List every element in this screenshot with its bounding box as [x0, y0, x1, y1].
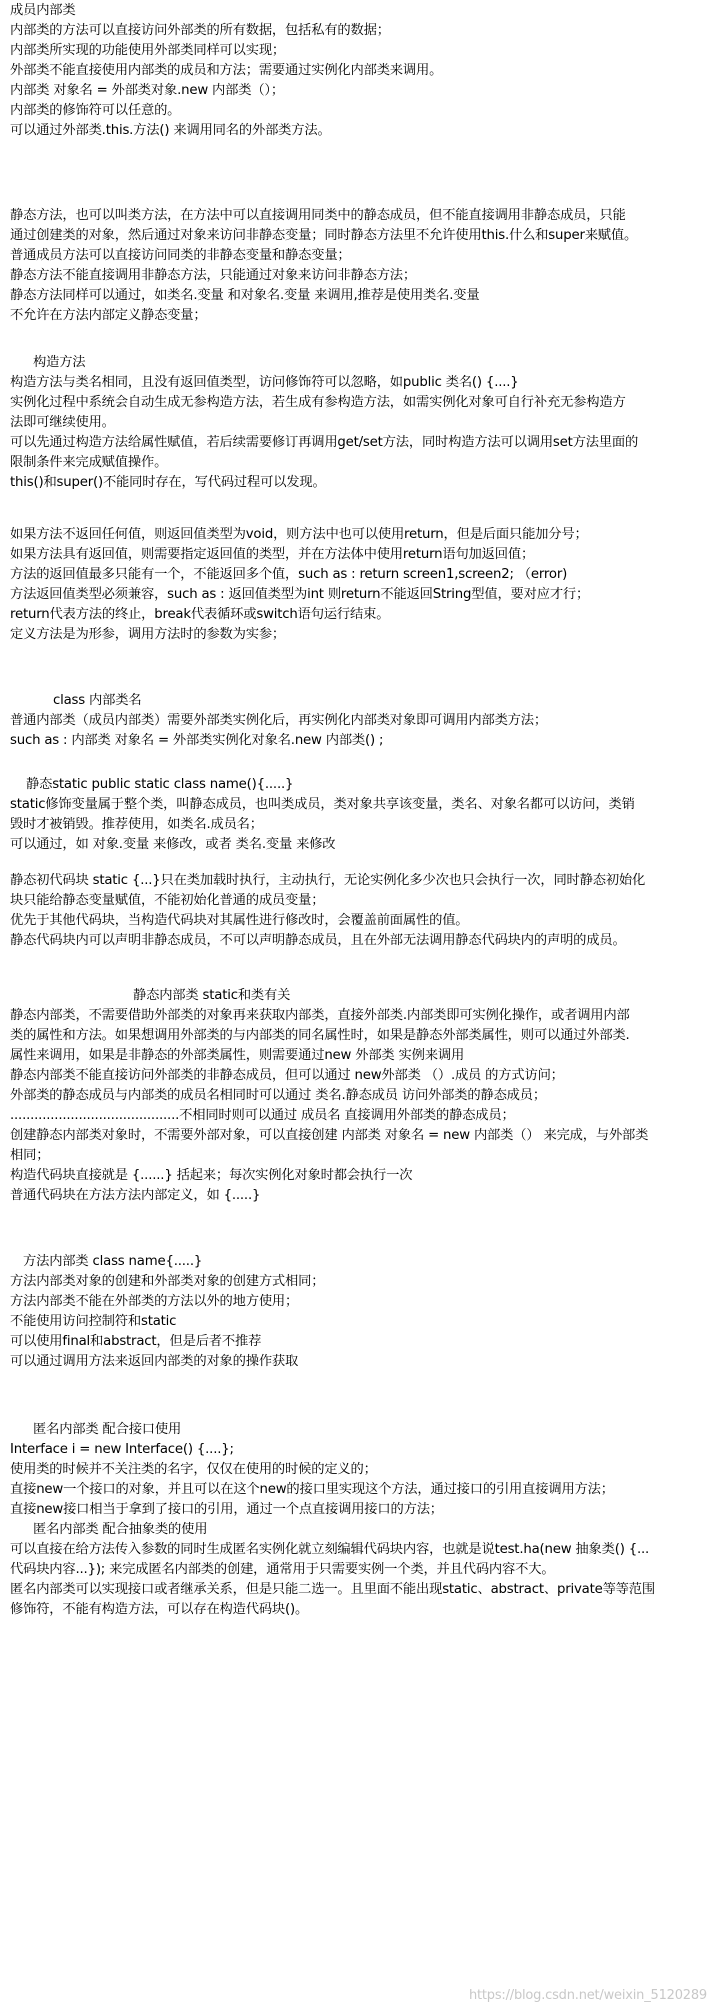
- text-line: 不能使用访问控制符和static: [10, 1314, 177, 1329]
- text-line: 内部类 对象名 = 外部类对象.new 内部类（）；: [10, 83, 284, 98]
- text-line: 方法的返回值最多只能有一个，不能返回多个值，such as : return screen1,screen2; （error): [10, 567, 568, 582]
- heading-member-inner-class: 成员内部类: [10, 3, 76, 18]
- text-line: 内部类所实现的功能使用外部类同样可以实现；: [10, 43, 286, 58]
- heading-method-inner-class: 方法内部类 class name{.....}: [23, 1254, 203, 1269]
- text-line: 方法返回值类型必须兼容，such as : 返回值类型为int 则return不能返回String型值，要对应才行；: [10, 587, 590, 602]
- text-line: 构造方法与类名相同，且没有返回值类型，访问修饰符可以忽略，如public 类名() {....}: [10, 375, 519, 390]
- text-line: 直接new一个接口的对象，并且可以在这个new的接口里实现这个方法，通过接口的引用直接调用方法；: [10, 1482, 614, 1497]
- text-line: 使用类的时候并不关注类的名字，仅仅在使用的时候的定义的；: [10, 1462, 377, 1477]
- text-line: 定义方法是为形参，调用方法时的参数为实参；: [10, 627, 286, 642]
- text-line: 可以通过外部类.this.方法() 来调用同名的外部类方法。: [10, 123, 331, 138]
- text-line: 静态内部类不能直接访问外部类的非静态成员，但可以通过 new外部类 （）.成员 的方式访问；: [10, 1068, 564, 1083]
- text-line: 外部类的静态成员与内部类的成员名相同时可以通过 类名.静态成员 访问外部类的静态成员；: [10, 1088, 546, 1103]
- text-line: 代码块内容...}); 来完成匿名内部类的创建，通常用于只需要实例一个类，并且代码内容不大。: [10, 1562, 555, 1577]
- text-line: 创建静态内部类对象时，不需要外部对象，可以直接创建 内部类 对象名 = new 内部类（） 来完成，与外部类: [10, 1128, 649, 1143]
- text-line: 内部类的方法可以直接访问外部类的所有数据，包括私有的数据；: [10, 23, 390, 38]
- text-line: 通过创建类的对象，然后通过对象来访问非静态变量；同时静态方法里不允许使用this.什么和super来赋值。: [10, 228, 638, 243]
- text-line: 块只能给静态变量赋值，不能初始化普通的成员变量；: [10, 893, 325, 908]
- text-line: 静态代码块内可以声明非静态成员，不可以声明静态成员，且在外部无法调用静态代码块内的声明的成员。: [10, 933, 626, 948]
- text-line: 不允许在方法内部定义静态变量；: [10, 308, 207, 323]
- text-line: 内部类的修饰符可以任意的。: [10, 103, 181, 118]
- text-line: 毁时才被销毁。推荐使用，如类名.成员名；: [10, 817, 263, 832]
- text-line: 普通成员方法可以直接访问同类的非静态变量和静态变量；: [10, 248, 351, 263]
- text-line: 属性来调用，如果是非静态的外部类属性，则需要通过new 外部类 实例来调用: [10, 1048, 465, 1063]
- text-line: Interface i = new Interface() {....};: [10, 1442, 234, 1457]
- text-line: 实例化过程中系统会自动生成无参构造方法，若生成有参构造方法，如需实例化对象可自行补充无参构造方: [10, 395, 626, 410]
- text-line: 构造代码块直接就是 {......} 括起来；每次实例化对象时都会执行一次: [10, 1168, 413, 1183]
- text-line: 外部类不能直接使用内部类的成员和方法；需要通过实例化内部类来调用。: [10, 63, 443, 78]
- heading-static: 静态static public static class name(){.....}: [26, 777, 294, 792]
- heading-static-inner-class: 静态内部类 static和类有关: [133, 988, 291, 1003]
- text-line: 可以使用final和abstract，但是后者不推荐: [10, 1334, 262, 1349]
- text-line: 方法内部类不能在外部类的方法以外的地方使用；: [10, 1294, 299, 1309]
- text-line: 直接new接口相当于拿到了接口的引用，通过一个点直接调用接口的方法；: [10, 1502, 443, 1517]
- text-line: 如果方法不返回任何值，则返回值类型为void，则方法中也可以使用return，但是后面只能加分号；: [10, 527, 588, 542]
- text-line: 相同；: [10, 1148, 50, 1163]
- text-line: 修饰符，不能有构造方法，可以存在构造代码块()。: [10, 1602, 309, 1617]
- text-line: 静态方法同样可以通过，如类名.变量 和对象名.变量 来调用,推荐是使用类名.变量: [10, 288, 480, 303]
- text-line: static修饰变量属于整个类，叫静态成员，也叫类成员，类对象共享该变量，类名、对象名都可以访问，类销: [10, 797, 635, 812]
- text-line: 限制条件来完成赋值操作。: [10, 455, 168, 470]
- heading-class-inner: class 内部类名: [53, 693, 142, 708]
- text-line: 可以通过调用方法来返回内部类的对象的操作获取: [10, 1354, 299, 1369]
- text-line: 方法内部类对象的创建和外部类对象的创建方式相同；: [10, 1274, 325, 1289]
- text-line: 可以直接在给方法传入参数的同时生成匿名实例化就立刻编辑代码块内容，也就是说test.ha(new 抽象类() {...: [10, 1542, 650, 1557]
- text-line: 可以通过，如 对象.变量 来修改，或者 类名.变量 来修改: [10, 837, 336, 852]
- text-line: 法即可继续使用。: [10, 415, 115, 430]
- text-line: this()和super()不能同时存在，写代码过程可以发现。: [10, 475, 326, 490]
- text-line: 静态初代码块 static {...}只在类加载时执行，主动执行，无论实例化多少次也只会执行一次，同时静态初始化: [10, 873, 646, 888]
- text-line: 可以先通过构造方法给属性赋值，若后续需要修订再调用get/set方法，同时构造方法可以调用set方法里面的: [10, 435, 639, 450]
- text-line: 静态方法不能直接调用非静态方法，只能通过对象来访问非静态方法；: [10, 268, 417, 283]
- text-line: 匿名内部类可以实现接口或者继承关系，但是只能二选一。且里面不能出现static、abstract、private等等范围: [10, 1582, 655, 1597]
- heading-anonymous-abstract: 匿名内部类 配合抽象类的使用: [33, 1522, 208, 1537]
- text-line: return代表方法的终止，break代表循环或switch语句运行结束。: [10, 607, 390, 622]
- text-line: 普通代码块在方法方法内部定义，如 {.....}: [10, 1188, 261, 1203]
- text-line: ..........................................不相同时则可以通过 成员名 直接调用外部类的静态成员；: [10, 1108, 515, 1123]
- text-line: 优先于其他代码块，当构造代码块对其属性进行修改时，会覆盖前面属性的值。: [10, 913, 469, 928]
- text-line: 普通内部类（成员内部类）需要外部类实例化后，再实例化内部类对象即可调用内部类方法；: [10, 713, 547, 728]
- text-line: 类的属性和方法。如果想调用外部类的与内部类的同名属性时，如果是静态外部类属性，则可以通过外部类.: [10, 1028, 630, 1043]
- heading-constructor: 构造方法: [33, 355, 86, 370]
- watermark: https://blog.csdn.net/weixin_5120289: [468, 1988, 707, 2003]
- text-line: such as : 内部类 对象名 = 外部类实例化对象名.new 内部类() ;: [10, 733, 384, 748]
- text-line: 静态内部类，不需要借助外部类的对象再来获取内部类，直接外部类.内部类即可实例化操作，或者调用内部: [10, 1008, 630, 1023]
- heading-anonymous-interface: 匿名内部类 配合接口使用: [33, 1422, 182, 1437]
- text-line: 静态方法，也可以叫类方法，在方法中可以直接调用同类中的静态成员，但不能直接调用非静态成员，只能: [10, 208, 626, 223]
- text-line: 如果方法具有返回值，则需要指定返回值的类型，并在方法体中使用return语句加返回值；: [10, 547, 535, 562]
